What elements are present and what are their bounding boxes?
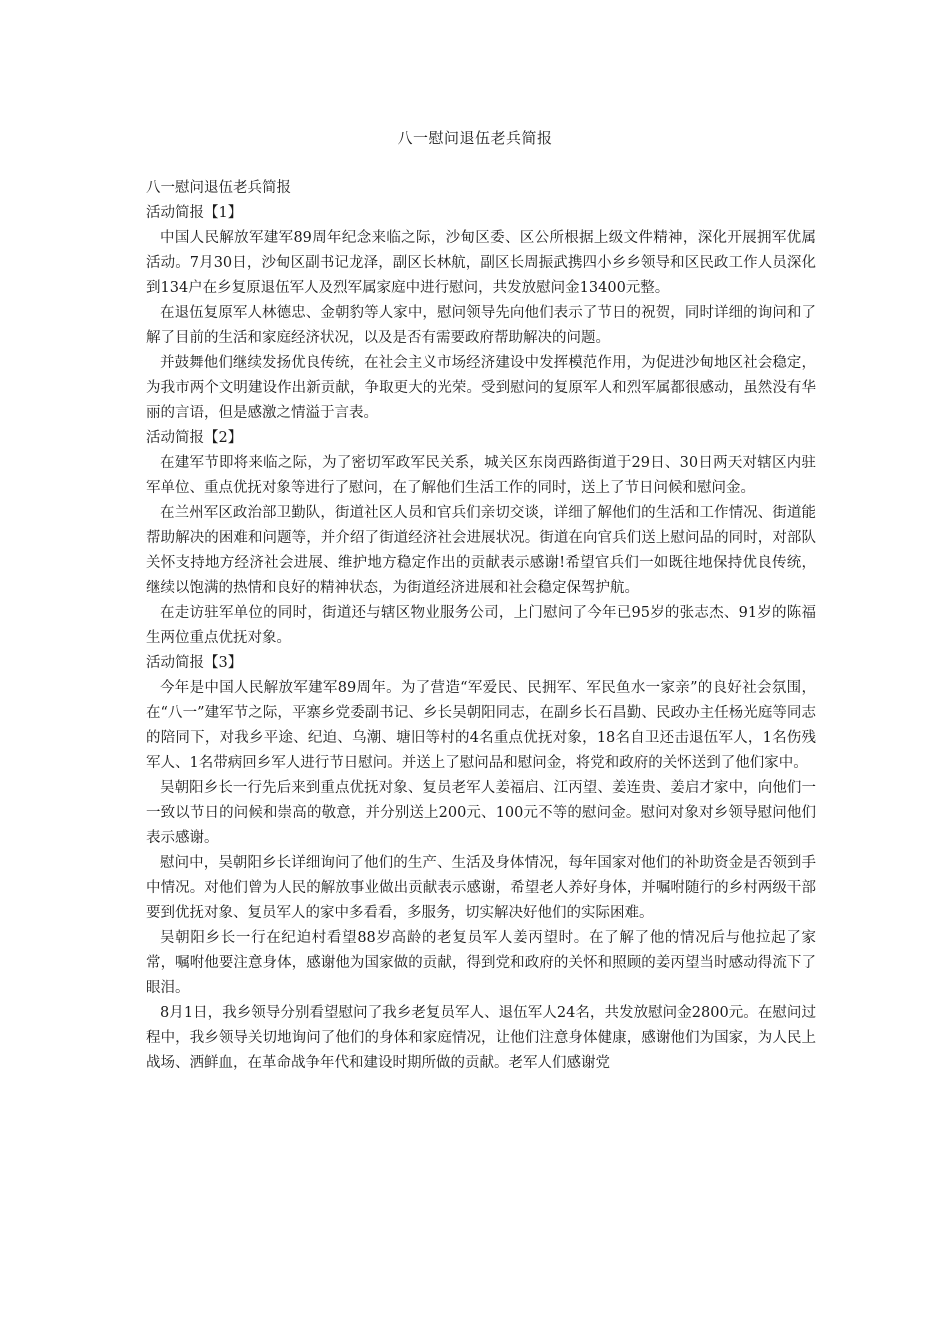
paragraph: 在建军节即将来临之际，为了密切军政军民关系，城关区东岗西路街道于29日、30日两天对辖区内驻军单位、重点优抚对象等进行了慰问，在了解他们生活工作的同时，送上了节日问候和慰问金。 (146, 455, 816, 496)
paragraph: 在走访驻军单位的同时，街道还与辖区物业服务公司，上门慰问了今年已95岁的张志杰、91岁的陈福生两位重点优抚对象。 (146, 605, 816, 646)
paragraph: 8月1日，我乡领导分别看望慰问了我乡老复员军人、退伍军人24名，共发放慰问金2800元。在慰问过程中，我乡领导关切地询问了他们的身体和家庭情况，让他们注意身体健康，感谢他们为国家，为人民上战场、洒鲜血，在革命战争年代和建设时期所做的贡献。老军人们感谢党 (146, 1005, 816, 1071)
document-title: 八一慰问退伍老兵简报 (397, 129, 553, 147)
section-heading: 活动简报【3】 (146, 655, 243, 671)
document-body (146, 176, 816, 1076)
paragraph: 在退伍复原军人林德忠、金朝豹等人家中，慰问领导先向他们表示了节日的祝贺，同时详细的询问和了解了目前的生活和家庭经济状况，以及是否有需要政府帮助解决的问题。 (146, 305, 816, 346)
section-heading: 活动简报【1】 (146, 205, 243, 221)
paragraph: 今年是中国人民解放军建军89周年。为了营造“军爱民、民拥军、军民鱼水一家亲”的良好社会氛围，在“八一”建军节之际，平寨乡党委副书记、乡长吴朝阳同志，在副乡长石昌勤、民政办主任杨光庭等同志的陪同下，对我乡平途、纪迫、乌潮、塘旧等村的4名重点优抚对象，18名自卫还击退伍军人，1名伤残军人、1名带病回乡军人进行节日慰问。并送上了慰问品和慰问金，将党和政府的关怀送到了他们家中。 (146, 680, 816, 771)
document-subtitle: 八一慰问退伍老兵简报 (146, 180, 291, 196)
paragraph: 慰问中，吴朝阳乡长详细询问了他们的生产、生活及身体情况，每年国家对他们的补助资金是否领到手中情况。对他们曾为人民的解放事业做出贡献表示感谢，希望老人养好身体，并嘱咐随行的乡村两级干部要到优抚对象、复员军人的家中多看看，多服务，切实解决好他们的实际困难。 (146, 855, 816, 921)
paragraph: 中国人民解放军建军89周年纪念来临之际，沙甸区委、区公所根据上级文件精神，深化开展拥军优属活动。7月30日，沙甸区副书记龙泽，副区长林航，副区长周振武携四小乡乡领导和区民政工作人员深化到134户在乡复原退伍军人及烈军属家庭中进行慰问，共发放慰问金13400元整。 (146, 230, 816, 296)
section-heading: 活动简报【2】 (146, 430, 243, 446)
paragraph: 在兰州军区政治部卫勤队，街道社区人员和官兵们亲切交谈，详细了解他们的生活和工作情况、街道能帮助解决的困难和问题等，并介绍了街道经济社会进展状况。街道在向官兵们送上慰问品的同时，对部队关怀支持地方经济社会进展、维护地方稳定作出的贡献表示感谢!希望官兵们一如既往地保持优良传统，继续以饱满的热情和良好的精神状态，为街道经济进展和社会稳定保驾护航。 (146, 505, 816, 596)
paragraph: 并鼓舞他们继续发扬优良传统，在社会主义市场经济建设中发挥模范作用，为促进沙甸地区社会稳定，为我市两个文明建设作出新贡献，争取更大的光荣。受到慰问的复原军人和烈军属都很感动，虽然没有华丽的言语，但是感激之情溢于言表。 (146, 355, 816, 421)
paragraph: 吴朝阳乡长一行先后来到重点优抚对象、复员老军人姜福启、江丙望、姜连贵、姜启才家中，向他们一一致以节日的问候和崇高的敬意，并分别送上200元、100元不等的慰问金。慰问对象对乡领导慰问他们表示感谢。 (146, 780, 816, 846)
paragraph: 吴朝阳乡长一行在纪迫村看望88岁高龄的老复员军人姜丙望时。在了解了他的情况后与他拉起了家常，嘱咐他要注意身体，感谢他为国家做的贡献，得到党和政府的关怀和照顾的姜丙望当时感动得流下了眼泪。 (146, 930, 816, 996)
